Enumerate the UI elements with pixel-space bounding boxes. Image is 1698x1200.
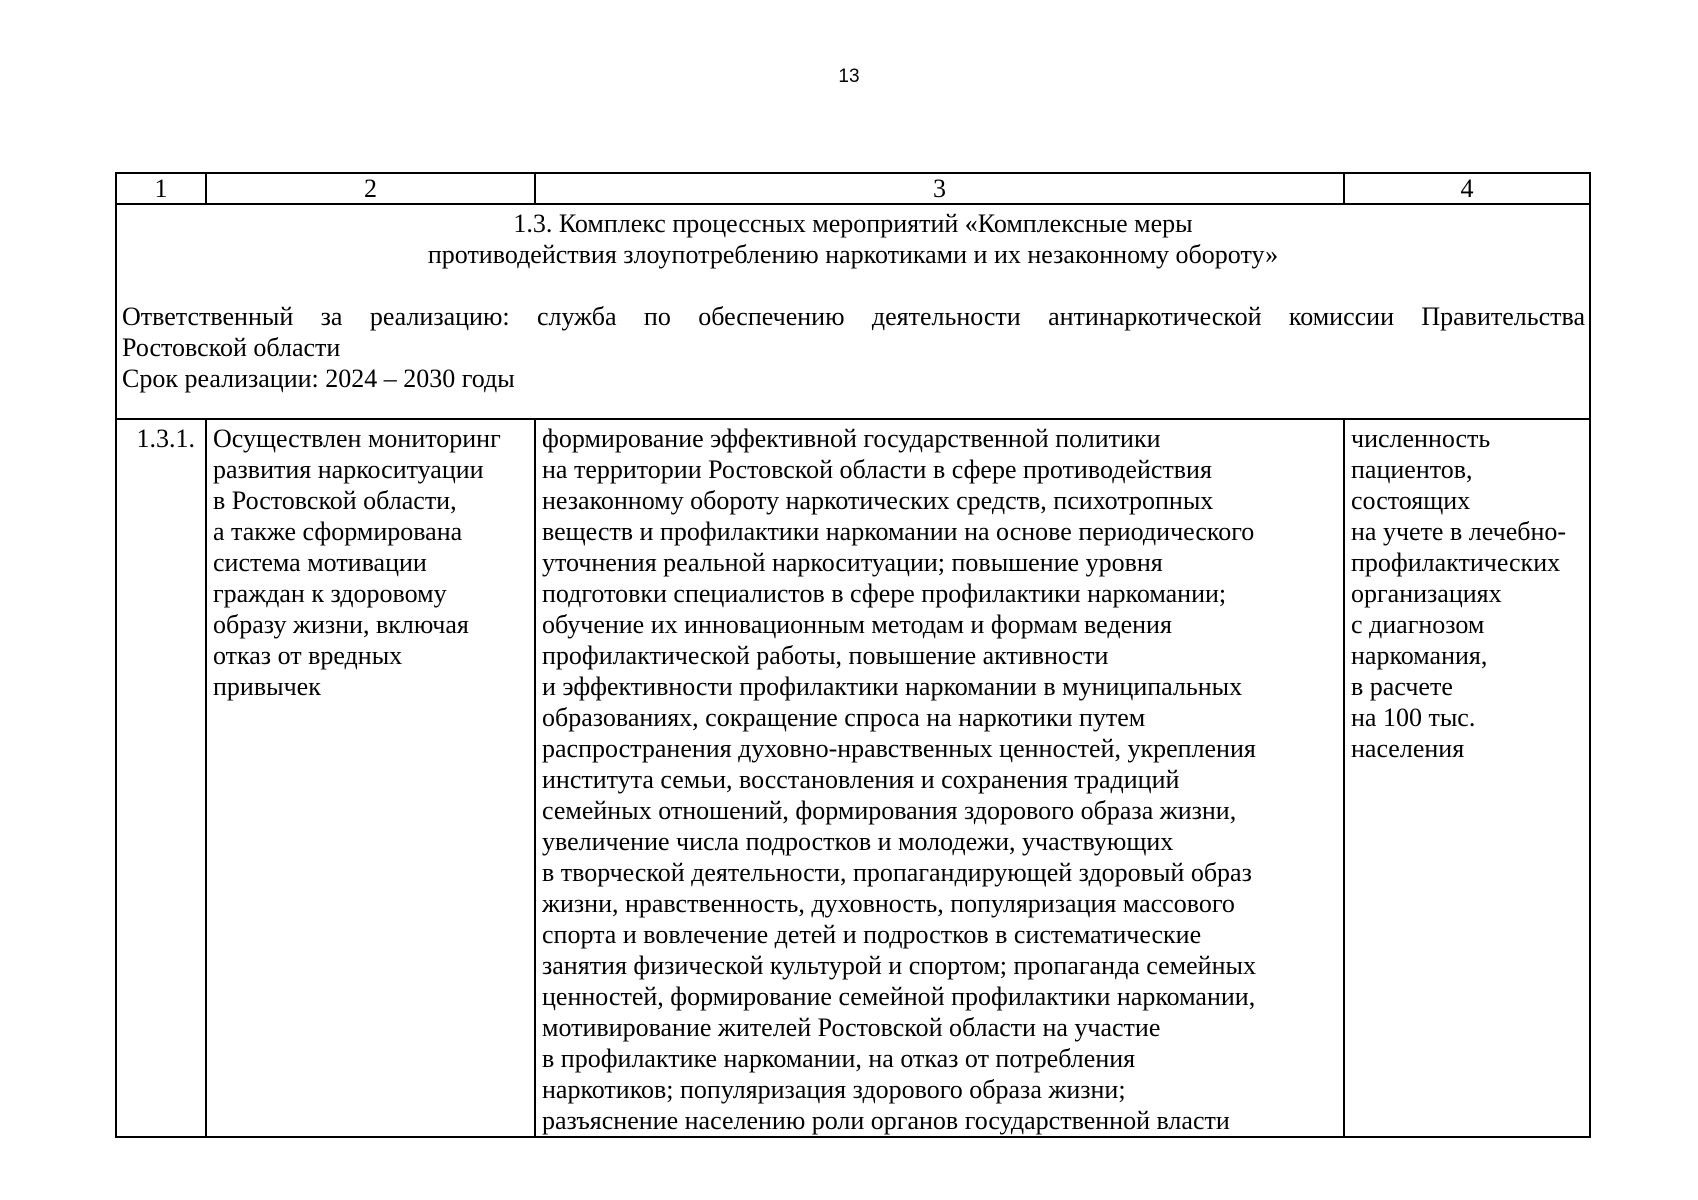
description-line: распространения духовно-нравственных ценностей, укрепления: [542, 734, 1256, 763]
description-line: занятия физической культурой и спортом; пропаганда семейных: [542, 951, 1256, 980]
table-row: [116, 419, 1590, 1137]
description-line: спорта и вовлечение детей и подростков в систематические: [542, 920, 1202, 949]
indicator-line: на учете в лечебно-: [1351, 517, 1567, 546]
description-line: профилактической работы, повышение активности: [542, 641, 1109, 670]
section-row: [116, 204, 1590, 419]
description-line: наркотиков; популяризация здорового образа жизни;: [542, 1075, 1126, 1104]
indicator-line: населения: [1351, 734, 1465, 763]
result-line: а также сформирована: [213, 517, 463, 546]
indicator-line: организациях: [1351, 579, 1502, 608]
description-line: ценностей, формирование семейной профилактики наркомании,: [542, 982, 1256, 1011]
result-line: развития наркоситуации: [213, 455, 484, 484]
indicator-line: в расчете: [1351, 672, 1453, 701]
responsible-line: Ростовской области: [122, 333, 341, 362]
description-line: в творческой деятельности, пропагандирующей здоровый образ: [542, 858, 1252, 887]
measures-table: [115, 172, 1591, 1138]
term-line: Срок реализации: 2024 – 2030 годы: [122, 364, 515, 393]
header-cell: 1: [116, 173, 206, 204]
description-line: института семьи, восстановления и сохранения традиций: [542, 765, 1180, 794]
result-line: образу жизни, включая: [213, 610, 469, 639]
description-line: мотивирование жителей Ростовской области на участие: [542, 1013, 1161, 1042]
description-line: и эффективности профилактики наркомании в муниципальных: [542, 672, 1243, 701]
section-title: [117, 205, 1589, 270]
indicator-line: состоящих: [1351, 486, 1471, 515]
section-cell: [116, 204, 1590, 419]
indicator-line: профилактических: [1351, 548, 1561, 577]
description-line: на территории Ростовской области в сфере противодействия: [542, 455, 1212, 484]
description-line: уточнения реальной наркоситуации; повышение уровня: [542, 548, 1163, 577]
description-line: семейных отношений, формирования здорового образа жизни,: [542, 796, 1237, 825]
indicator-line: с диагнозом: [1351, 610, 1485, 639]
description-line: веществ и профилактики наркомании на основе периодического: [542, 517, 1255, 546]
indicator-line: численность: [1351, 424, 1491, 453]
description-line: увеличение числа подростков и молодежи, участвующих: [542, 827, 1174, 856]
result-line: система мотивации: [213, 548, 427, 577]
description-line: незаконному обороту наркотических средств, психотропных: [542, 486, 1214, 515]
indicator-cell: [1344, 419, 1590, 1137]
section-title-line: противодействия злоупотреблению наркотиками и их незаконному обороту»: [427, 240, 1279, 269]
result-line: привычек: [213, 672, 321, 701]
indicator-line: наркомания,: [1351, 641, 1488, 670]
indicator-line: пациентов,: [1351, 455, 1473, 484]
section-title-line: 1.3. Комплекс процессных мероприятий «Комплексные меры: [513, 209, 1193, 238]
description-line: в профилактике наркомании, на отказ от потребления: [542, 1044, 1136, 1073]
header-cell: 4: [1344, 173, 1590, 204]
description-line: формирование эффективной государственной политики: [542, 424, 1161, 453]
result-cell: [206, 419, 535, 1137]
row-number: 1.3.1.: [136, 424, 195, 453]
header-cell: 2: [206, 173, 535, 204]
description-line: обучение их инновационным методам и формам ведения: [542, 610, 1172, 639]
result-line: Осуществлен мониторинг: [213, 424, 501, 453]
responsible-line: Ответственный за реализацию: служба по обеспечению деятельности антинаркотической комиссии Правительства: [122, 302, 1585, 331]
result-line: граждан к здоровому: [213, 579, 447, 608]
indicator-line: на 100 тыс.: [1351, 703, 1476, 732]
result-line: в Ростовской области,: [213, 486, 457, 515]
row-number-cell: [116, 419, 206, 1137]
header-cell: 3: [535, 173, 1344, 204]
description-line: разъяснение населению роли органов государственной власти: [542, 1106, 1230, 1135]
result-line: отказ от вредных: [213, 641, 403, 670]
description-cell: [535, 419, 1344, 1137]
description-line: подготовки специалистов в сфере профилактики наркомании;: [542, 579, 1227, 608]
table-header-row: [116, 173, 1590, 204]
description-line: жизни, нравственность, духовность, популяризация массового: [542, 889, 1235, 918]
section-meta: [117, 301, 1589, 394]
description-line: образованиях, сокращение спроса на наркотики путем: [542, 703, 1146, 732]
page-number: 13: [838, 66, 860, 87]
